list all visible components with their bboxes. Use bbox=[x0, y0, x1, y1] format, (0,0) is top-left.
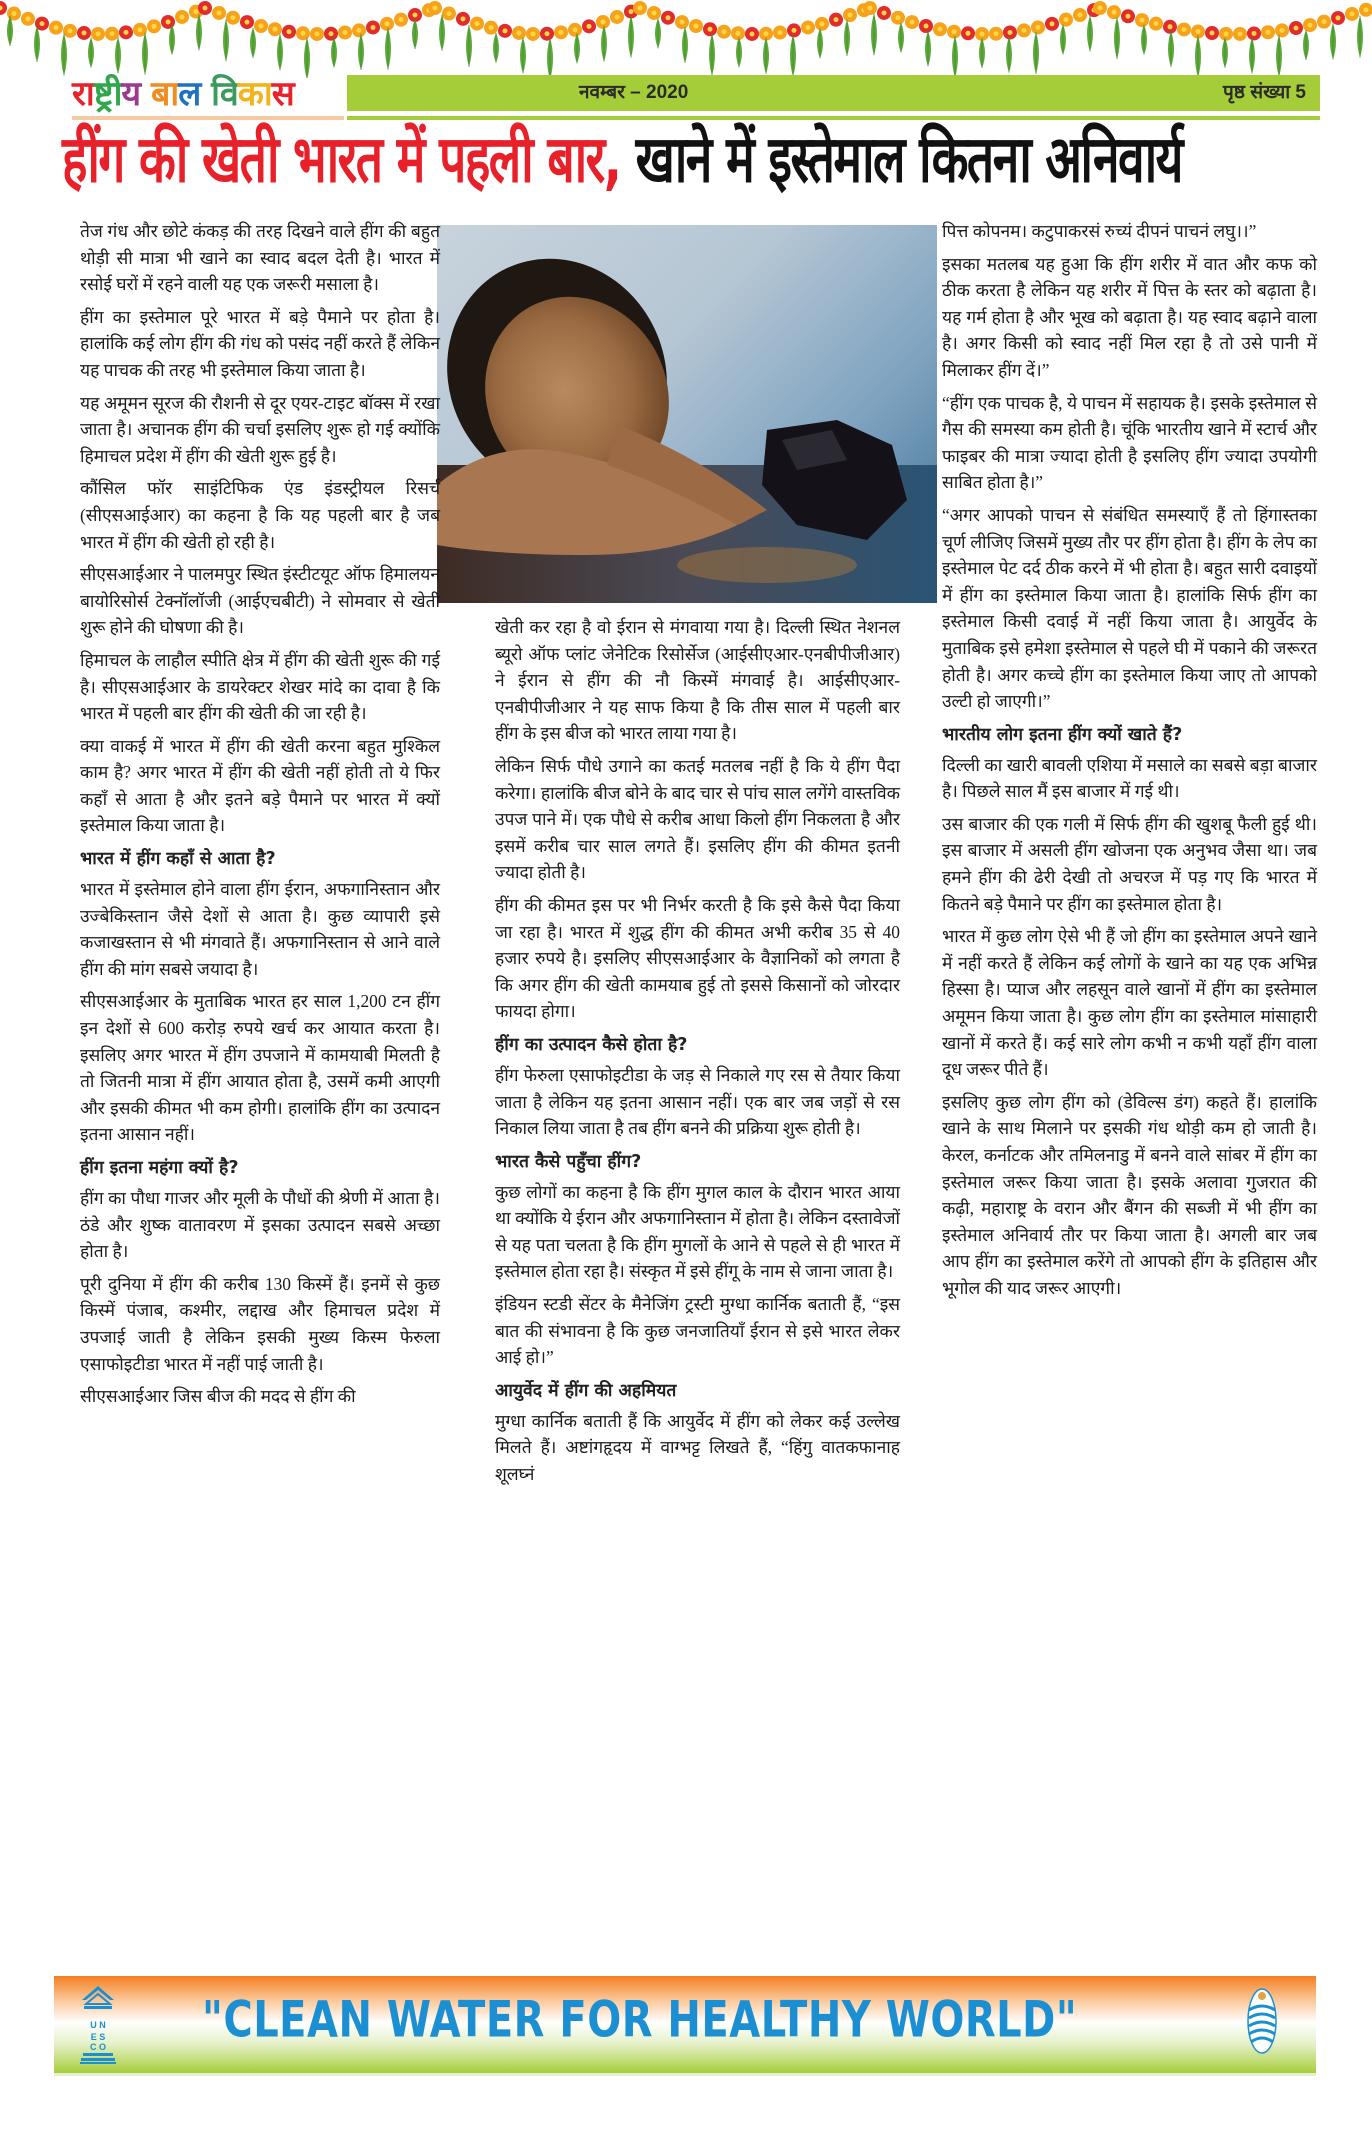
paragraph: लेकिन सिर्फ पौधे उगाने का कतई मतलब नहीं है कि ये हींग पैदा करेगा। हालांकि बीज बोने के बाद चार से पांच साल लगेंगे वास्तविक उपज पाने में। एक पौधे से करीब आधा किलो हींग निकलता है और इसमें करीब चार साल लगते हैं। इसलिए हींग की कीमत इतनी ज्यादा होती है। bbox=[495, 755, 900, 883]
paragraph: यह अमूमन सूरज की रौशनी से दूर एयर-टाइट बॉक्स में रखा जाता है। अचानक हींग की चर्चा इसलिए शुरू हो गई क्योंकि हिमाचल प्रदेश में हींग की खेती शुरू हुई है। bbox=[80, 392, 440, 466]
section-heading: भारतीय लोग इतना हींग क्यों खाते हैं? bbox=[942, 724, 1183, 745]
paragraph: इंडियन स्टडी सेंटर के मैनेजिंग ट्रस्टी मुग्धा कार्निक बताती हैं, “इस बात की संभावना है कि कुछ जनजातियाँ ईरान से इसे भारत लेकर आई हो।” bbox=[495, 1294, 900, 1368]
svg-text:U N: U N bbox=[90, 2020, 106, 2030]
paragraph: “अगर आपको पाचन से संबंधित समस्याएँ हैं तो हिंगास्तका चूर्ण लीजिए जिसमें मुख्य तौर पर हींग होता है। हींग के लेप का इस्तेमाल पेट दर्द ठीक करने में भी होता है। बहुत सारी दवाइयों में हींग का इस्तेमाल किया जाता है। हालांकि सिर्फ हींग का इस्तेमाल किसी दवाई में नहीं किया जाता है। आयुर्वेद के मुताबिक इसे हमेशा इस्तेमाल से पहले घी में पकाने की जरूरत होती है। अगर कच्चे हींग का इस्तेमाल किया जाए तो आपको उल्टी हो जाएगी।” bbox=[942, 504, 1317, 712]
section-heading: हींग का उत्पादन कैसे होता है? bbox=[495, 1034, 688, 1055]
headline-black-part: खाने में इस्तेमाल कितना अनिवार्य bbox=[620, 122, 1182, 198]
article-column-1 bbox=[80, 218, 440, 1416]
paragraph: उस बाजार की एक गली में सिर्फ हींग की खुशबू फैली हुई थी। इस बाजार में असली हींग खोजना एक अनुभव जैसा था। जब हमने हींग की ढेरी देखी तो अचरज में पड़ गए कि भारत में कितने बड़े पैमाने पर हींग का इस्तेमाल होता है। bbox=[942, 813, 1317, 914]
paragraph: सीएसआईआर जिस बीज की मदद से हींग की bbox=[80, 1386, 356, 1407]
paragraph: भारत में कुछ लोग ऐसे भी हैं जो हींग का इस्तेमाल अपने खाने में नहीं करते हैं लेकिन कई लोगों के खाने का यह एक अभिन्न हिस्सा है। प्याज और लहसून वाले खानों में हींग का इस्तेमाल अमूमन किया जाता है। कुछ लोग हींग का इस्तेमाल मांसाहारी खानों में करते हैं। कई सारे लोग कभी न कभी यहाँ हींग वाला दूध जरूर पीते हैं। bbox=[942, 926, 1317, 1080]
logo-segment: रा bbox=[72, 74, 94, 114]
paragraph: तेज गंध और छोटे कंकड़ की तरह दिखने वाले हींग की बहुत थोड़ी सी मात्रा भी खाने का स्वाद बदल देती है। भारत में रसोई घरों में रहने वाली यह एक जरूरी मसाला है। bbox=[80, 221, 440, 295]
paragraph: “हींग एक पाचक है, ये पाचन में सहायक है। इसके इस्तेमाल से गैस की समस्या कम होती है। चूंकि भारतीय खाने में स्टार्च और फाइबर की मात्रा ज्यादा होती है इसलिए हींग ज्यादा उपयोगी साबित होता है।” bbox=[942, 392, 1317, 493]
paragraph: कौंसिल फॉर साइंटिफिक एंड इंडस्ट्रीयल रिसर्च (सीएसआईआर) का कहना है कि यह पहली बार है जब भारत में हींग की खेती हो रही है। bbox=[80, 478, 440, 552]
paragraph: इसलिए कुछ लोग हींग को (डेविल्स डंग) कहते हैं। हालांकि खाने के साथ मिलाने पर इसकी गंध थोड़ी कम हो जाती है। केरल, कर्नाटक और तमिलनाडु में बनने वाले सांबर में हींग का इस्तेमाल जरूर किया जाता है। इसके अलावा गुजरात की कढ़ी, महाराष्ट्र के वरान और बैंगन की सब्जी में भी हींग का इस्तेमाल अनिवार्य तौर पर किया जाता है। अगली बार जब आप हींग का इस्तेमाल करेंगे तो आपको हींग के इतिहास और भूगोल की याद जरूर आएगी। bbox=[942, 1091, 1317, 1298]
header-band bbox=[347, 75, 1320, 111]
section-heading: भारत कैसे पहुँचा हींग? bbox=[495, 1151, 642, 1172]
article-headline bbox=[62, 111, 1320, 208]
paragraph: क्या वाकई में भारत में हींग की खेती करना बहुत मुश्किल काम है? अगर भारत में हींग की खेती नहीं होती तो ये फिर कहाँ से आता है और इतने बड़े पैमाने पर भारत में क्यों इस्तेमाल किया जाता है। bbox=[80, 735, 440, 836]
article-photo bbox=[437, 225, 937, 603]
paragraph: भारत में इस्तेमाल होने वाला हींग ईरान, अफगानिस्तान और उज्बेकिस्तान जैसे देशों से आता है। कुछ व्यापारी इसे कजाखस्तान से भी मंगवाते हैं। अफगानिस्तान से आने वाले हींग की मांग सबसे जयादा है। bbox=[80, 879, 440, 979]
section-heading: भारत में हींग कहाँ से आता है? bbox=[80, 849, 276, 870]
footer-edge bbox=[54, 2073, 1316, 2076]
paragraph: हींग का इस्तेमाल पूरे भारत में बड़े पैमाने पर होता है। हालांकि कई लोग हींग की गंध को पसंद नहीं करते हैं लेकिन यह पाचक की तरह भी इस्तेमाल किया जाता है। bbox=[80, 306, 440, 380]
issue-date: नवम्बर – 2020 bbox=[579, 82, 689, 103]
footer-banner bbox=[54, 1976, 1316, 2073]
unesco-logo-icon bbox=[80, 1984, 116, 2064]
paragraph: हिमाचल के लाहौल स्पीति क्षेत्र में हींग की खेती शुरू की गई है। सीएसआईआर के डायरेक्टर शेखर मांदे का दावा है कि भारत में पहली बार हींग की खेती की जा रही है। bbox=[80, 649, 440, 724]
paragraph: हींग फेरुला एसाफोइटीडा के जड़ से निकाले गए रस से तैयार किया जाता है लेकिन यह इतना आसान नहीं। एक बार जब जड़ों से रस निकाल लिया जाता है तब हींग बनने की प्रक्रिया शुरू होती है। bbox=[495, 1064, 900, 1139]
paragraph: कुछ लोगों का कहना है कि हींग मुगल काल के दौरान भारत आया था क्योंकि ये ईरान और अफगानिस्तान में होता है। लेकिन दस्तावेजों से यह पता चलता है कि हींग मुगलों के आने से पहले से ही भारत में इस्तेमाल होता रहा है। संस्कृत में इसे हींगू के नाम से जाना जाता है। bbox=[495, 1181, 900, 1282]
logo-segment: ट्रीय bbox=[121, 74, 141, 114]
paragraph: दिल्ली का खारी बावली एशिया में मसाले का सबसे बड़ा बाजार है। पिछले साल मैं इस बाजार में गई थी। bbox=[942, 754, 1317, 802]
paragraph: सीएसआईआर ने पालमपुर स्थित इंस्टीटयूट ऑफ हिमालयन बायोरिसोर्स टेक्नॉलॉजी (आईएचबीटी) ने सोमवार से खेती शुरू होने की घोषणा की है। bbox=[80, 564, 440, 638]
logo-segment: स bbox=[271, 74, 294, 114]
garland-icon bbox=[0, 0, 1372, 78]
paragraph: सीएसआईआर के मुताबिक भारत हर साल 1,200 टन हींग इन देशों से 600 करोड़ रुपये खर्च कर आयात करता है। इसलिए अगर भारत में हींग उपजाने में कामयाबी मिलती है तो जितनी मात्रा में हींग आयात होता है, उसमें कमी आएगी और इसकी कीमत भी कम होगी। हालांकि हींग का उत्पादन इतना आसान नहीं। bbox=[80, 991, 440, 1145]
paragraph: हींग की कीमत इस पर भी निर्भर करती है कि इसे कैसे पैदा किया जा रहा है। भारत में शुद्ध हींग की कीमत अभी करीब 35 से 40 हजार रुपये है। इसलिए सीएसआईआर के वैज्ञानिकों को लगता है कि अगर हींग की खेती कामयाब हुई तो इससे किसानों को जोरदार फायदा होगा। bbox=[495, 894, 900, 1022]
logo-segment: वि bbox=[200, 74, 238, 114]
paragraph: हींग का पौधा गाजर और मूली के पौधों की श्रेणी में आता है। ठंडे और शुष्क वातावरण में इसका उत्पादन सबसे अच्छा होता है। bbox=[80, 1188, 440, 1262]
footer-slogan: "CLEAN WATER FOR HEALTHY WORLD" bbox=[202, 1991, 1078, 2049]
logo-segment: ल bbox=[178, 74, 201, 114]
section-heading: हींग इतना महंगा क्यों है? bbox=[80, 1158, 239, 1178]
paragraph: पूरी दुनिया में हींग की करीब 130 किस्में हैं। इनमें से कुछ किस्में पंजाब, कश्मीर, लद्दाख और हिमाचल प्रदेश में उपजाई जाती है लेकिन इसकी मुख्य किस्म फेरुला एसाफोइटीडा भारत में नहीं पाई जाती है। bbox=[80, 1273, 440, 1374]
asafoetida-image-icon bbox=[437, 225, 937, 603]
article-column-3 bbox=[942, 218, 1317, 1308]
marigold-garland-decoration bbox=[0, 0, 1372, 78]
water-emblem-icon bbox=[1247, 1988, 1277, 2054]
svg-text:C O: C O bbox=[89, 2042, 107, 2052]
logo-segment: बा bbox=[140, 74, 179, 114]
paragraph: मुग्धा कार्निक बताती हैं कि आयुर्वेद में हींग को लेकर कई उल्लेख मिलते हैं। अष्टांगहृदय में वाग्भट्ट लिखते हैं, “हिंगु वातकफानाह शूलघ्नं bbox=[495, 1410, 900, 1485]
section-heading: आयुर्वेद में हींग की अहमियत bbox=[495, 1380, 677, 1401]
logo-segment: का bbox=[237, 74, 272, 114]
article-column-2 bbox=[495, 614, 900, 1494]
page-number: पृष्ठ संख्या 5 bbox=[1222, 82, 1306, 103]
svg-text:E S: E S bbox=[90, 2032, 106, 2042]
headline-red-part: हींग की खेती भारत में पहली बार, bbox=[62, 122, 621, 198]
logo-segment: ष् bbox=[93, 74, 122, 114]
paragraph: इसका मतलब यह हुआ कि हींग शरीर में वात और कफ को ठीक करता है लेकिन यह शरीर में पित्त के स्तर को बढ़ाता है। यह गर्म होता है और भूख को बढ़ाता है। यह स्वाद बढ़ाने वाला है। अगर किसी को स्वाद नहीं मिल रहा है तो उसे पानी में मिलाकर हींग दें।” bbox=[942, 253, 1317, 380]
paragraph: खेती कर रहा है वो ईरान से मंगवाया गया है। दिल्ली स्थित नेशनल ब्यूरो ऑफ प्लांट जेनेटिक रिसोर्सेज (आईसीएआर-एनबीपीजीआर) ने ईरान से हींग की नौ किस्में मंगवाई है। आईसीएआर-एनबीपीजीआर ने यह साफ किया है कि तीस साल में पहली बार हींग के इस बीज को भारत लाया गया है। bbox=[495, 617, 900, 744]
paragraph: पित्त कोपनम। कटुपाकरसं रुच्यं दीपनं पाचनं लघु।।” bbox=[942, 221, 1257, 241]
